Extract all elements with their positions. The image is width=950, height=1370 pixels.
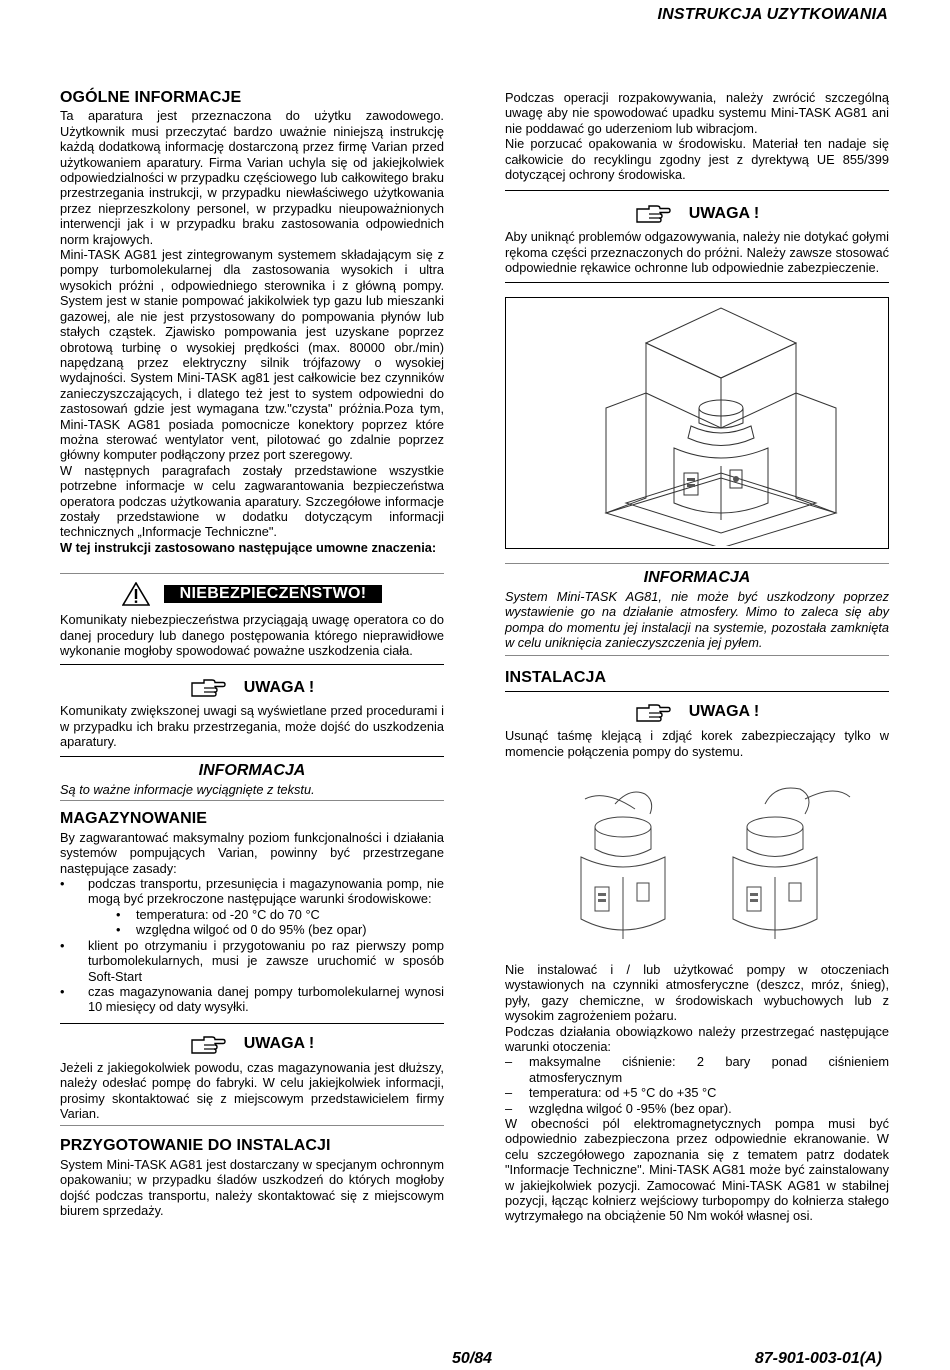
storage-conditions-sublist	[88, 907, 444, 938]
pointing-hand-icon	[190, 677, 226, 697]
section-divider	[505, 691, 889, 692]
general-info-paragraph-1: Ta aparatura jest przeznaczona do użytku zawodowego. Użytkownik musi przeczytać bardzo uważnie niniejszą instrukcję każdą dodatkową informację dostarczoną przez firmę Varian przed użytkowaniem aparatury. Firma Varian uchyla się od jakiejkolwiek odpowiedzialności w przypadku częściowego lub całkowitego braku przestrzegania instrukcji, w przypadku niewłaściwego użytkowania przez nieprzeszkolony personel, w przypadku nieupoważnionych interwencji jak i w przypadku braku zastosowania odpowiednich norm krajowych.	[60, 108, 444, 247]
unpacking-paragraph-1: Podczas operacji rozpakowywania, należy zwrócić szczególną uwagę aby nie spowodować upadku systemu Mini-TASK AG81 ani nie poddawać go uderzeniom lub wibracjom.	[505, 90, 889, 136]
installation-heading: INSTALACJA	[505, 668, 607, 686]
document-code: 87-901-003-01(A)	[754, 1350, 882, 1367]
storage-paragraph: By zagwarantować maksymalny poziom funkcjonalności i działania systemów pompujących Varian, powinny być przestrzegane następujące zasady:	[60, 829, 444, 876]
general-info-paragraph-2: Mini-TASK AG81 jest zintegrowanym systemem składającym się z pompy turbomolekularnej dla zastosowania wysokich i ultra wysokich próżni , odpowiedniego sterownika i z główną pompy. System jest w stanie pompować jakikolwiek typ gazu lub mieszanki gazowej, ale nie jest przystosowany do pompowania płynów lub stałych cząstek. Zjawisko pompowania jest uzyskane poprzez obrotową turbinę o wysokiej prędkości (max. 80000 obr./min) napędzaną przez elektryczny silnik trójfazowy o wysokiej wydajności. System Mini-TASK ag81 jest całkowicie bez czynników zanieczyszczających, i dlatego też jest to system odpowiedni do zastosowań gdzie jest wymagana tzw."czysta" próżnia.Poza tym, Mini-TASK AG81 posiada pomocnicze konektory poprzez które można sterować wentylator vent, pilotować go zdalnie poprzez główny komputer podłączony przez port szeregowy.	[60, 247, 444, 463]
caution-label: UWAGA !	[688, 703, 760, 721]
caution-label: UWAGA !	[243, 678, 315, 696]
section-divider	[505, 190, 889, 191]
caution-callout-title	[505, 702, 889, 722]
installation-paragraph-3: W obecności pól elektromagnetycznych pompa musi być odpowiednio zabezpieczona przez odpowiednie ekranowanie. W celu szczegółowego zapoznania się z tematem patrz dodatek "Informacje Techniczne". Mini-TASK AG81 może być zainstalowany w jakiejkolwiek pozycji. Zamocować Mini-TASK AG81 w stabilnej pozycji, łącząc kołnierz wejściowy turbopompy do kołnierza stałego wytrzymałego na obciążenie 50 Nm wokół własnej osi.	[505, 1115, 889, 1224]
list-item: • czas magazynowania danej pompy turbomolekularnej wynosi 10 miesięcy od daty wysyłki.	[60, 984, 444, 1015]
danger-callout-title	[60, 582, 444, 606]
list-item: • klient po otrzymaniu i przygotowaniu po raz pierwszy pomp turbomolekularnych, musi je zawsze uruchomić w sposób Soft-Start	[60, 938, 444, 984]
unpacking-paragraph-2: Nie porzucać opakowania w środowisku. Materiał ten nadaje się całkowicie do recyklingu zgodny jest z dyrektywą UE 855/399 dotyczącej ochrony środowiska.	[505, 136, 889, 183]
installation-prep-heading: PRZYGOTOWANIE DO INSTALACJI	[60, 1137, 331, 1155]
danger-text: Komunikaty niebezpieczeństwa przyciągają uwagę operatora co do danej procedury lub danego postępowania którego nieprawidłowe wykonanie mogłoby spowodować poważne uszkodzenia ciała.	[60, 612, 444, 658]
installation-paragraph-2: Podczas działania obowiązkowo należy przestrzegać następujące warunki otoczenia:	[505, 1023, 889, 1054]
list-item: – temperatura: od +5 °C do +35 °C	[505, 1085, 889, 1100]
section-divider	[60, 1125, 444, 1126]
list-item: – maksymalne ciśnienie: 2 bary ponad ciśnieniem atmosferycznym	[505, 1054, 889, 1085]
pointing-hand-icon	[635, 203, 671, 223]
caution-text: Usunąć taśmę klejącą i zdjąć korek zabezpieczający tylko w momencie połączenia pompy do systemu.	[505, 728, 889, 759]
caution-text: Jeżeli z jakiegokolwiek powodu, czas magazynowania jest dłuższy, należy odesłać pompę do fabryki. W celu jakiejkolwiek informacji, prosimy skontaktować się z miejscowym przedstawicielem firmy Varian.	[60, 1059, 444, 1121]
right-column	[505, 90, 889, 1224]
list-item: – względna wilgoć 0 -95% (bez opar).	[505, 1101, 889, 1116]
section-divider	[60, 756, 444, 757]
info-callout-title: INFORMACJA	[643, 568, 751, 586]
caution-text: Komunikaty zwiększonej uwagi są wyświetlane przed procedurami i w przypadku ich braku przestrzegania, może dojść do uszkodzenia aparatury.	[60, 703, 444, 750]
list-item: • temperatura: od -20 °C do 70 °C	[116, 907, 444, 922]
conventions-intro: W tej instrukcji zastosowano następujące umowne znaczenia:	[60, 539, 437, 555]
storage-rules-list	[60, 876, 444, 1015]
caution-label: UWAGA !	[243, 1035, 315, 1053]
info-text: System Mini-TASK AG81, nie może być uszkodzony poprzez wystawienie go na działanie atmosfery. Mimo to zaleca się aby pompa do momentu jej instalacji na systemie, pozostała zamknięta w celu uniknięcia zanieczyszczenia jej pyłem.	[505, 589, 889, 651]
section-divider	[505, 282, 889, 283]
cap-removal-illustration	[505, 769, 889, 954]
general-info-paragraph-3: W następnych paragrafach zostały przedstawione wszystkie potrzebne informacje w celu zagwarantowania bezpieczeństwa operatora podczas użytkowania aparatury. Szczegółowe informacje zostały przedstawione w dodatku dotyczącym informacji technicznych „Informacje Techniczne".	[60, 462, 444, 540]
section-divider	[60, 1023, 444, 1024]
document-header-title: INSTRUKCJA UZYTKOWANIA	[657, 6, 888, 23]
section-divider	[505, 563, 889, 564]
packaging-illustration	[505, 297, 889, 549]
list-item-text: podczas transportu, przesunięcia i magazynowania pomp, nie mogą być przekroczone następujące warunki środowiskowe:	[88, 876, 444, 907]
installation-paragraph-1: Nie instalować i / lub użytkować pompy w otoczeniach wystawionych na czynniki atmosferyczne (deszcz, mróz, śnieg), pyły, gazy chemiczne, w środowiskach wybuchowych lub z wysokim zagrożeniem pożaru.	[505, 961, 889, 1024]
info-callout-title: INFORMACJA	[198, 761, 306, 779]
storage-heading: MAGAZYNOWANIE	[60, 810, 208, 828]
list-item	[60, 876, 444, 938]
info-text: Są to ważne informacje wyciągnięte z tekstu.	[60, 782, 315, 798]
warning-triangle-icon	[122, 582, 150, 606]
installation-prep-paragraph: System Mini-TASK AG81 jest dostarczany w specjanym ochronnym opakowaniu; w przypadku śladów uszkodzeń do których mogłoby dojść podczas transportu, należy skontaktować się z miejscowym biurem sprzedaży.	[60, 1156, 444, 1218]
pointing-hand-icon	[635, 702, 671, 722]
pointing-hand-icon	[190, 1034, 226, 1054]
list-item: • względna wilgoć od 0 do 95% (bez opar)	[116, 922, 444, 937]
section-divider	[505, 655, 889, 656]
general-info-heading: OGÓLNE INFORMACJE	[60, 89, 242, 106]
danger-label: NIEBEZPIECZEŃSTWO!	[164, 585, 383, 602]
caution-text: Aby uniknąć problemów odgazowywania, należy nie dotykać gołymi rękoma części przeznaczonych do próżni. Należy zawsze stosować odpowiednie rękawice ochronne lub odpowiednie zabezpieczenie.	[505, 229, 889, 276]
page-number: 50/84	[452, 1350, 493, 1367]
caution-callout-title	[505, 203, 889, 223]
section-divider	[60, 664, 444, 665]
caution-label: UWAGA !	[688, 204, 760, 222]
operating-conditions-list	[505, 1054, 889, 1116]
caution-callout-title	[60, 677, 444, 697]
left-column	[60, 90, 444, 1218]
caution-callout-title	[60, 1034, 444, 1054]
section-divider	[60, 573, 444, 574]
section-divider	[60, 800, 444, 801]
